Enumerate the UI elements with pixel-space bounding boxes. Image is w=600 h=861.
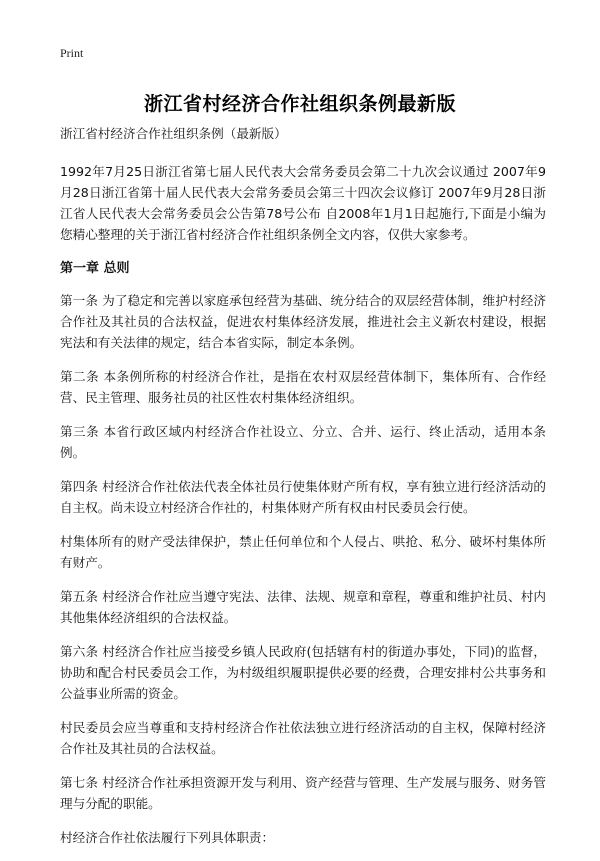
document-subtitle: 浙江省村经济合作社组织条例（最新版） — [60, 126, 287, 141]
article-6: 第六条 村经济合作社应当接受乡镇人民政府(包括辖有村的街道办事处，下同)的监督，协助和配合村民委员会工作，为村级组织履职提供必要的经费，合理安排村公共事务和公益事业所需的资金。 — [60, 644, 546, 701]
article-5: 第五条 村经济合作社应当遵守宪法、法律、法规、规章和章程，尊重和维护社员、村内其他集体经济组织的合法权益。 — [60, 589, 546, 625]
article-6-continued: 村民委员会应当尊重和支持村经济合作社依法独立进行经济活动的自主权，保障村经济合作社及其社员的合法权益。 — [60, 720, 546, 756]
chapter-heading: 第一章 总则 — [60, 261, 130, 276]
article-7-duties-intro: 村经济合作社依法履行下列具体职责： — [60, 830, 275, 845]
article-4-continued: 村集体所有的财产受法律保护，禁止任何单位和个人侵占、哄抢、私分、破坏村集体所有财产。 — [60, 534, 546, 570]
document-body — [60, 123, 546, 861]
article-3: 第三条 本省行政区域内村经济合作社设立、分立、合并、运行、终止活动，适用本条例。 — [60, 424, 546, 460]
article-4: 第四条 村经济合作社依法代表全体社员行使集体财产所有权，享有独立进行经济活动的自主权。尚未设立村经济合作社的，村集体财产所有权由村民委员会行使。 — [60, 479, 546, 515]
article-2: 第二条 本条例所称的村经济合作社，是指在农村双层经营体制下，集体所有、合作经营、民主管理、服务社员的社区性农村集体经济组织。 — [60, 369, 546, 405]
article-1: 第一条 为了稳定和完善以家庭承包经营为基础、统分结合的双层经营体制，维护村经济合作社及其社员的合法权益，促进农村集体经济发展，推进社会主义新农村建设，根据宪法和有关法律的规定，结合本省实际，制定本条例。 — [60, 293, 546, 350]
intro-paragraph: 1992年7月25日浙江省第七届人民代表大会常务委员会第二十九次会议通过 2007年9月28日浙江省第十届人民代表大会常务委员会第三十四次会议修订 2007年9月28日浙江省人民代表大会常务委员会公告第78号公布 自2008年1月1日起施行,下面是小编为您精心整理的关于浙江省村经济合作社组织条例全文内容，仅供大家参考。 — [60, 164, 546, 242]
print-link[interactable]: Print — [60, 46, 84, 60]
document-title: 浙江省村经济合作社组织条例最新版 — [143, 92, 456, 115]
article-7: 第七条 村经济合作社承担资源开发与利用、资产经营与管理、生产发展与服务、财务管理与分配的职能。 — [60, 775, 546, 811]
